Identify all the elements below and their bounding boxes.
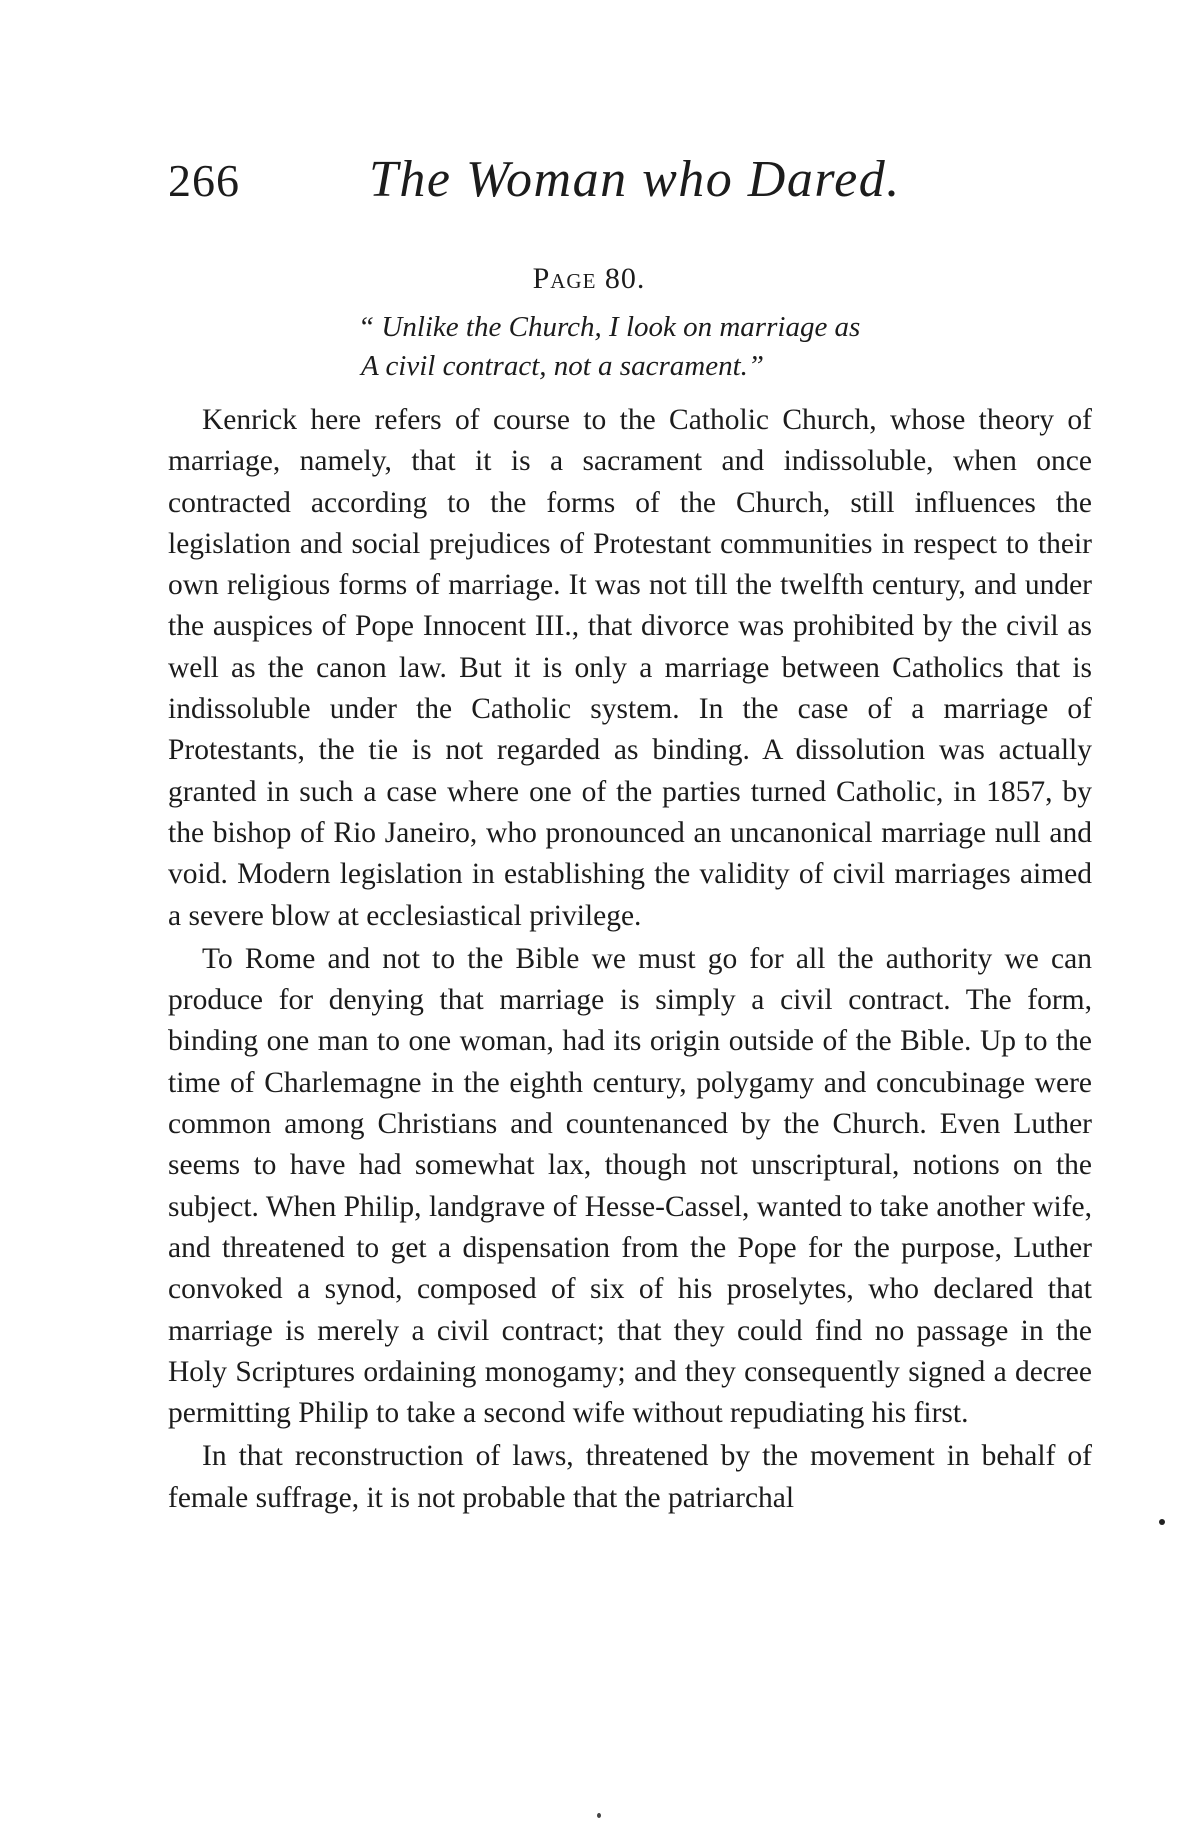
book-title: The Woman who Dared. bbox=[369, 151, 901, 208]
paragraph-3: In that reconstruction of laws, threatened by the movement in behalf of female suffrage, it is not probable that the patriarchal bbox=[168, 1440, 1092, 1514]
margin-ink-dot bbox=[1159, 1519, 1165, 1525]
note-page-ref: 80. bbox=[604, 262, 646, 295]
paragraph-1: Kenrick here refers of course to the Catholic Church, whose theory of marriage, namely, that it is a sacrament and indissoluble, when once contracted according to the forms of the Church, still influences the legislation and social prejudices of Protestant communities in respect to their own religious forms of marriage. It was not till the twelfth century, and under the auspices of Pope Innocent III., that divorce was prohibited by the civil as well as the canon law. But it is only a marriage between Catholics that is indissoluble under the Catholic system. In the case of a marriage of Protestants, the tie is not regarded as binding. A dissolution was actually granted in such a case where one of the parties turned Catholic, in 1857, by the bishop of Rio Janeiro, who pronounced an uncanonical marriage null and void. Modern legislation in establishing the validity of civil marriages aimed a severe blow at ecclesiastical privilege. bbox=[168, 404, 1092, 932]
paragraph-2: To Rome and not to the Bible we must go for all the authority we can produce for denying that marriage is simply a civil contract. The form, binding one man to one woman, had its origin outside of the Bible. Up to the time of Charlemagne in the eighth century, polygamy and concubinage were common among Christians and countenanced by the Church. Even Luther seems to have had somewhat lax, though not unscriptural, notions on the subject. When Philip, landgrave of Hesse-Cassel, wanted to take another wife, and threatened to get a dispensation from the Pope for the purpose, Luther convoked a synod, composed of six of his proselytes, who declared that marriage is merely a civil contract; that they could find no passage in the Holy Scriptures ordaining monogamy; and they consequently signed a decree permitting Philip to take a second wife without repudiating his first. bbox=[168, 942, 1092, 1430]
running-head bbox=[168, 150, 1068, 220]
block-quote bbox=[358, 308, 860, 386]
footer-ink-mark bbox=[597, 1813, 601, 1818]
body-text bbox=[168, 400, 1092, 1519]
note-page-label: Page bbox=[532, 262, 597, 295]
page-number: 266 bbox=[168, 155, 240, 206]
note-heading bbox=[0, 262, 1178, 296]
quote-line-2: A civil contract, not a sacrament.” bbox=[361, 350, 764, 382]
quote-line-1: “ Unlike the Church, I look on marriage as bbox=[358, 311, 861, 343]
